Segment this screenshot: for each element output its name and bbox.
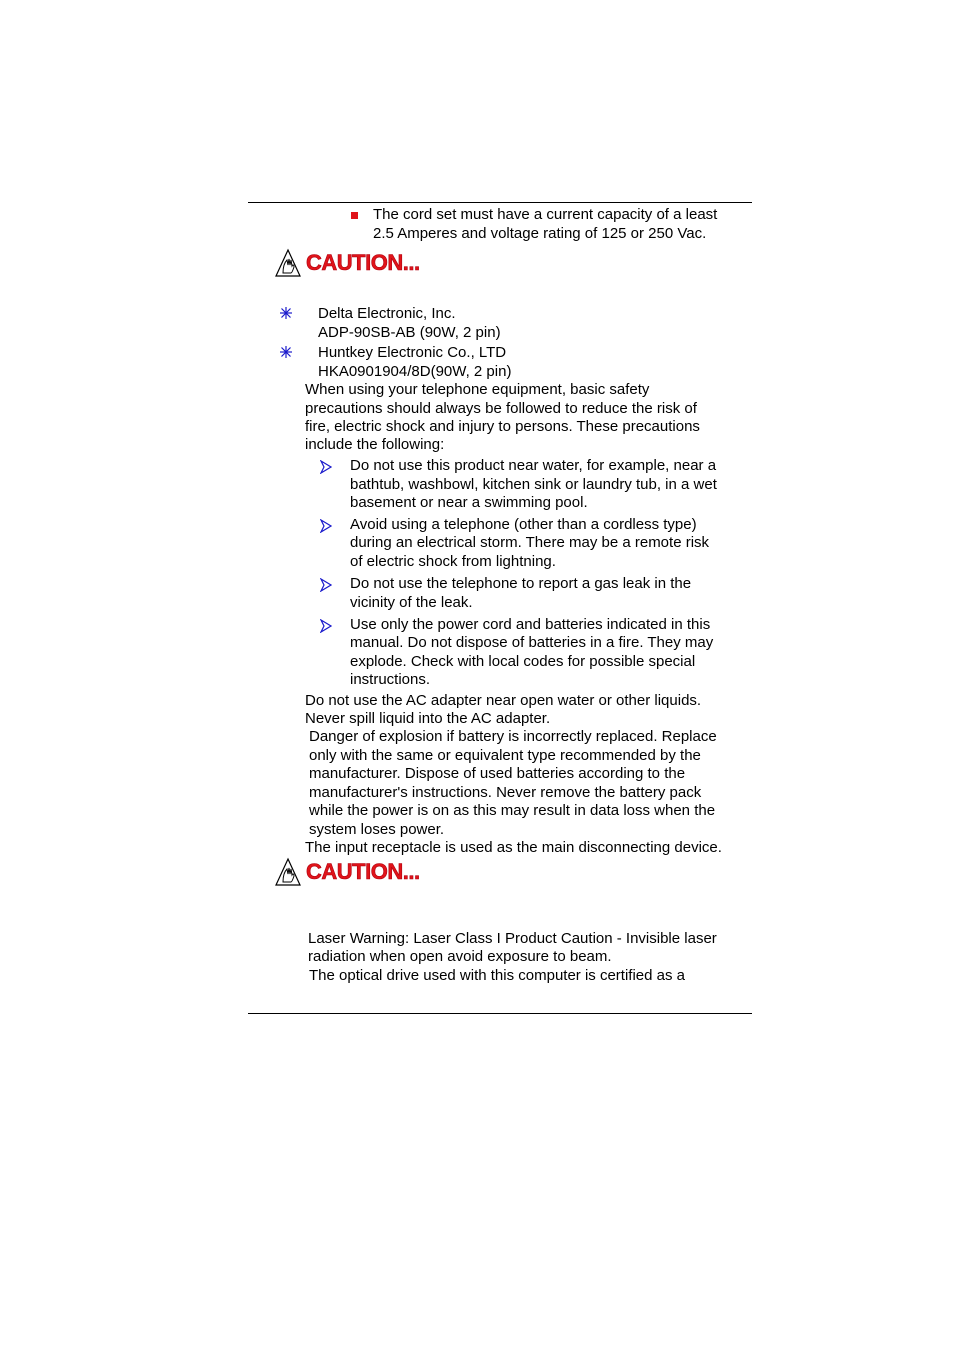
caution-heading-2 — [274, 857, 444, 889]
caution-label-2: CAUTION... — [306, 859, 420, 884]
telephone-item-2-line-1: Avoid using a telephone (other than a cordless type) — [350, 516, 697, 533]
cord-note-line-1: The cord set must have a current capacity of a least — [373, 206, 718, 223]
telephone-item-1-line-3: basement or near a swimming pool. — [350, 494, 588, 511]
cord-note-line-2: 2.5 Amperes and voltage rating of 125 or 250 Vac. — [373, 225, 707, 242]
arrow-bullet-icon — [320, 578, 332, 592]
adapter-1-maker: Delta Electronic, Inc. — [318, 305, 456, 322]
caution-hand-icon — [274, 248, 302, 278]
laser-note-line-3: The optical drive used with this computer is certified as a — [309, 967, 686, 984]
battery-note-line-5: while the power is on as this may result in data loss when the — [309, 802, 716, 819]
receptacle-note: The input receptacle is used as the main disconnecting device. — [305, 839, 722, 856]
battery-note-line-1: Danger of explosion if battery is incorrectly replaced. Replace — [309, 728, 717, 745]
telephone-item-3-line-2: vicinity of the leak. — [350, 594, 473, 611]
caution-hand-icon — [274, 857, 302, 887]
battery-note-line-6: system loses power. — [309, 821, 445, 838]
telephone-item-1-line-2: bathtub, washbowl, kitchen sink or laundry tub, in a wet — [350, 476, 717, 493]
snowflake-bullet-icon — [279, 306, 293, 320]
telephone-item-4-line-1: Use only the power cord and batteries indicated in this — [350, 616, 711, 633]
battery-note-line-2: only with the same or equivalent type recommended by the — [309, 747, 701, 764]
telephone-item-4-line-3: explode. Check with local codes for possible special — [350, 653, 696, 670]
top-rule — [248, 202, 752, 203]
telephone-intro-line-4: include the following: — [305, 436, 445, 453]
caution-heading-1 — [274, 248, 444, 280]
telephone-item-4-line-2: manual. Do not dispose of batteries in a fire. They may — [350, 634, 714, 651]
laser-note-line-2: radiation when open avoid exposure to beam. — [308, 948, 612, 965]
telephone-item-4-line-4: instructions. — [350, 671, 431, 688]
arrow-bullet-icon — [320, 519, 332, 533]
ac-adapter-note-line-2: Never spill liquid into the AC adapter. — [305, 710, 551, 727]
red-square-bullet-icon — [351, 212, 358, 219]
telephone-item-2-line-2: during an electrical storm. There may be a remote risk — [350, 534, 710, 551]
telephone-intro-line-1: When using your telephone equipment, basic safety — [305, 381, 650, 398]
adapter-2-model: HKA0901904/8D(90W, 2 pin) — [318, 363, 512, 380]
caution-label-1: CAUTION... — [306, 250, 420, 275]
battery-note-line-4: manufacturer's instructions. Never remove the battery pack — [309, 784, 702, 801]
telephone-item-1-line-1: Do not use this product near water, for example, near a — [350, 457, 717, 474]
telephone-item-2-line-3: of electric shock from lightning. — [350, 553, 556, 570]
telephone-intro-line-3: fire, electric shock and injury to persons. These precautions — [305, 418, 700, 435]
adapter-2-maker: Huntkey Electronic Co., LTD — [318, 344, 507, 361]
arrow-bullet-icon — [320, 619, 332, 633]
battery-note-line-3: manufacturer. Dispose of used batteries according to the — [309, 765, 686, 782]
telephone-item-3-line-1: Do not use the telephone to report a gas leak in the — [350, 575, 692, 592]
arrow-bullet-icon — [320, 460, 332, 474]
bottom-rule — [248, 1013, 752, 1014]
laser-note-line-1: Laser Warning: Laser Class I Product Caution - Invisible laser — [308, 930, 717, 947]
snowflake-bullet-icon — [279, 345, 293, 359]
telephone-intro-line-2: precautions should always be followed to reduce the risk of — [305, 400, 697, 417]
adapter-1-model: ADP-90SB-AB (90W, 2 pin) — [318, 324, 501, 341]
ac-adapter-note-line-1: Do not use the AC adapter near open water or other liquids. — [305, 692, 702, 709]
